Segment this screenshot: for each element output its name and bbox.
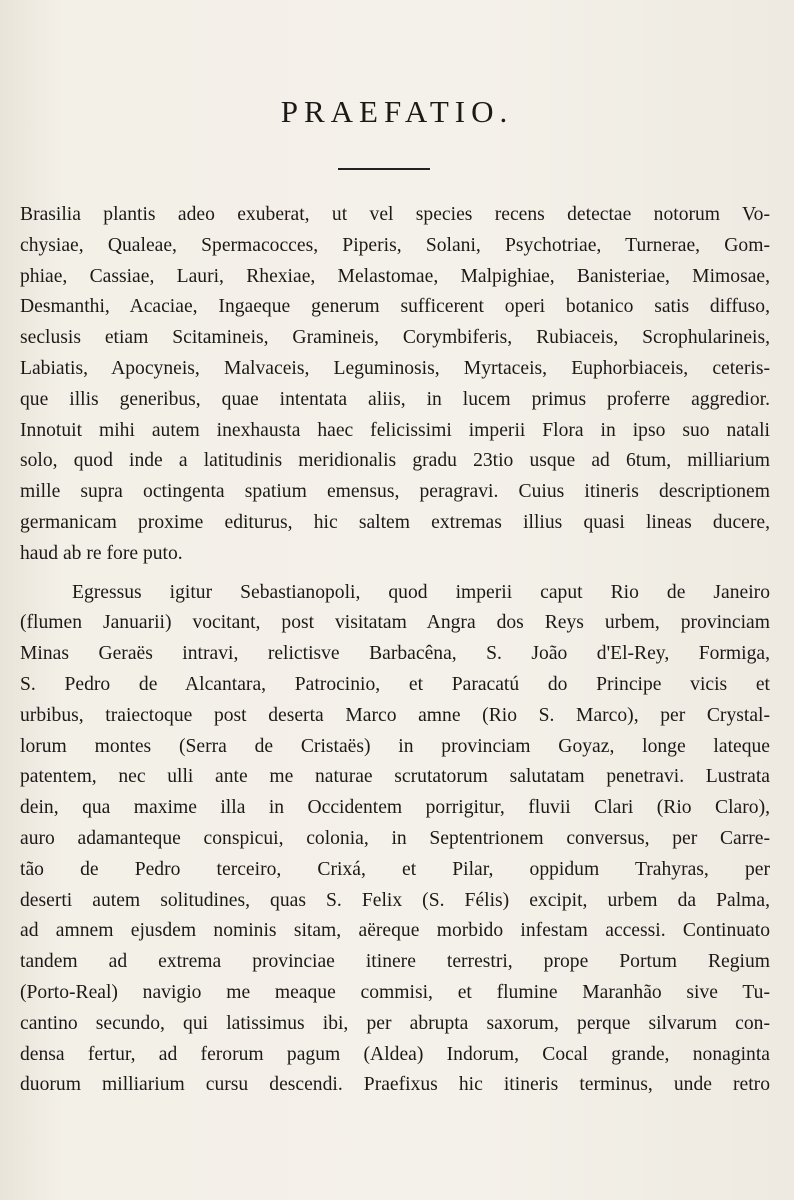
text-line: tandem ad extrema provinciae itinere terrestri, prope Portum Regium: [20, 951, 770, 973]
preface-body: [20, 200, 770, 1101]
text-line: duorum milliarium cursu descendi. Praefixus hic itineris terminus, unde retro: [20, 1074, 770, 1096]
text-line: tão de Pedro terceiro, Crixá, et Pilar, oppidum Trahyras, per: [20, 858, 770, 880]
text-line: dein, qua maxime illa in Occidentem porrigitur, fluvii Clari (Rio Claro),: [20, 797, 770, 819]
text-line: Innotuit mihi autem inexhausta haec felicissimi imperii Flora in ipso suo natali: [20, 419, 770, 441]
text-line: Egressus igitur Sebastianopoli, quod imperii caput Rio de Janeiro: [72, 581, 770, 603]
text-line: auro adamanteque conspicui, colonia, in Septentrionem conversus, per Carre-: [20, 827, 770, 849]
paragraph-1: [20, 200, 770, 570]
text-line: Labiatis, Apocyneis, Malvaceis, Leguminosis, Myrtaceis, Euphorbiaceis, ceteris-: [20, 357, 770, 379]
text-line: chysiae, Qualeae, Spermacocces, Piperis, Solani, Psychotriae, Turnerae, Gom-: [20, 234, 770, 256]
text-line: Minas Geraës intravi, relictisve Barbacêna, S. João d'El-Rey, Formiga,: [20, 643, 770, 665]
text-line: deserti autem solitudines, quas S. Felix (S. Félis) excipit, urbem da Palma,: [20, 889, 770, 911]
page-title: PRAEFATIO.: [280, 94, 514, 129]
text-line: que illis generibus, quae intentata aliis, in lucem primus proferre aggredior.: [20, 388, 770, 410]
text-line: mille supra octingenta spatium emensus, peragravi. Cuius itineris descriptionem: [20, 481, 770, 503]
text-line: patentem, nec ulli ante me naturae scrutatorum salutatam penetravi. Lustrata: [20, 766, 770, 788]
text-line: (flumen Januarii) vocitant, post visitatam Angra dos Reys urbem, provinciam: [20, 612, 770, 634]
text-line: germanicam proxime editurus, hic saltem extremas illius quasi lineas ducere,: [20, 511, 770, 533]
title-rule: [338, 168, 430, 170]
text-line: cantino secundo, qui latissimus ibi, per abrupta saxorum, perque silvarum con-: [20, 1012, 770, 1034]
text-line: seclusis etiam Scitamineis, Gramineis, Corymbiferis, Rubiaceis, Scrophularineis,: [20, 327, 770, 349]
text-line: S. Pedro de Alcantara, Patrocinio, et Paracatú do Principe vicis et: [20, 673, 770, 695]
text-line: densa fertur, ad ferorum pagum (Aldea) Indorum, Cocal grande, nonaginta: [20, 1043, 770, 1065]
text-line: ad amnem ejusdem nominis sitam, aëreque morbido infestam accessi. Continuato: [20, 920, 770, 942]
text-line: Brasilia plantis adeo exuberat, ut vel species recens detectae notorum Vo-: [20, 204, 770, 225]
text-line: Desmanthi, Acaciae, Ingaeque generum sufficerent operi botanico satis diffuso,: [20, 296, 770, 318]
text-line: haud ab re fore puto.: [20, 542, 183, 564]
text-line: solo, quod inde a latitudinis meridionalis gradu 23tio usque ad 6tum, milliarium: [20, 450, 770, 472]
text-line: lorum montes (Serra de Cristaës) in provinciam Goyaz, longe lateque: [20, 735, 770, 757]
text-line: (Porto-Real) navigio me meaque commisi, et flumine Maranhão sive Tu-: [20, 981, 770, 1003]
paragraph-2: [20, 578, 770, 1102]
text-line: phiae, Cassiae, Lauri, Rhexiae, Melastomae, Malpighiae, Banisteriae, Mimosae,: [20, 265, 770, 287]
text-line: urbibus, traiectoque post deserta Marco amne (Rio S. Marco), per Crystal-: [20, 704, 770, 726]
